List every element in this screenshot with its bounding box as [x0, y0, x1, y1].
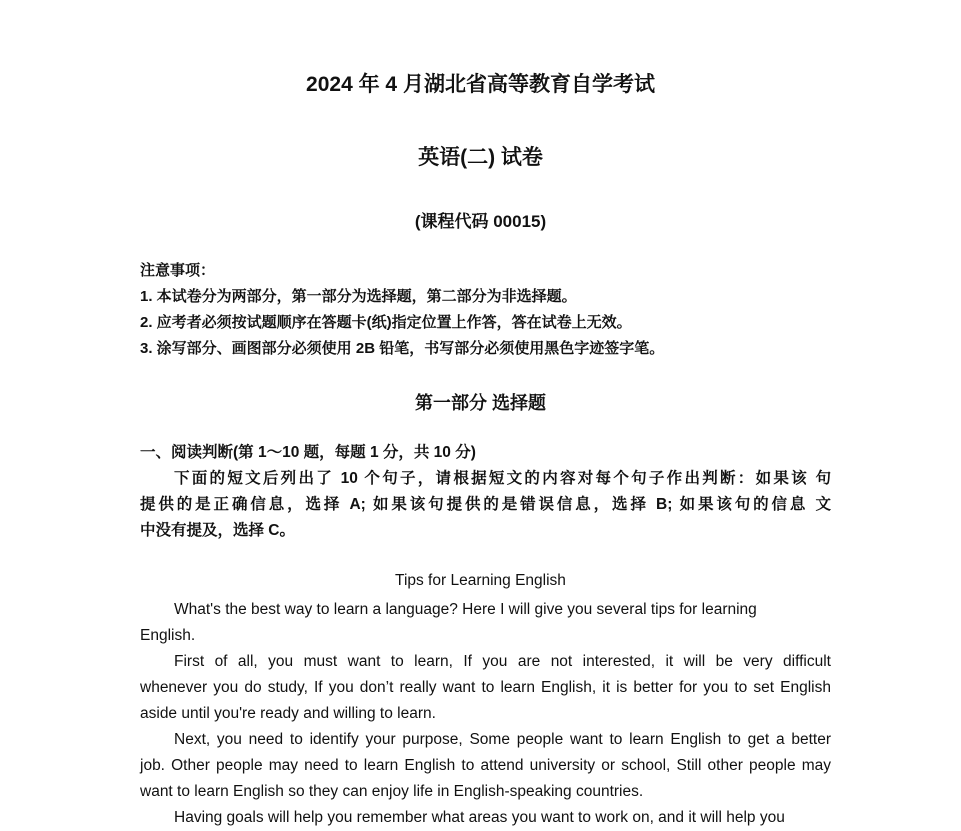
passage-line-1: What's the best way to learn a language? Here I will give you several tips for learning [174, 601, 757, 618]
instruction-line-1: 下面的短文后列出了 10 个句子，请根据短文的内容对每个句子作出判断：如果该 句 [174, 470, 831, 487]
section-heading: 一、阅读判断(第 1～10 题，每题 1 分，共 10 分) [140, 444, 476, 461]
passage-line-8: want to learn English so they can enjoy life in English-speaking countries. [140, 783, 644, 800]
passage-line-3: First of all, you must want to learn, If you are not interested, it will be very difficult [174, 653, 831, 670]
passage-line-5: aside until you're ready and willing to learn. [140, 705, 436, 722]
passage-line-9: Having goals will help you remember what areas you want to work on, and it will help you [174, 809, 785, 826]
notice-heading: 注意事项： [140, 262, 216, 279]
subject-title: 英语(二) 试卷 [418, 146, 543, 169]
notice-item-1: 1. 本试卷分为两部分，第一部分为选择题，第二部分为非选择题。 [140, 288, 577, 305]
passage-line-6: Next, you need to identify your purpose, Some people want to learn English to get a better [174, 731, 831, 748]
instruction-line-3: 中没有提及，选择 C。 [140, 522, 296, 539]
passage-line-2: English. [140, 627, 196, 644]
passage-title: Tips for Learning English [395, 572, 566, 589]
notice-item-2: 2. 应考者必须按试题顺序在答题卡(纸)指定位置上作答，答在试卷上无效。 [140, 314, 632, 331]
course-code: (课程代码 00015) [414, 212, 547, 231]
passage-line-4: whenever you do study, If you don’t really want to learn English, it is better for you to set English [140, 679, 831, 696]
passage-line-7: job. Other people may need to learn English to attend university or school, Still other people may [140, 757, 831, 774]
part1-title: 第一部分 选择题 [414, 393, 546, 413]
exam-title: 2024 年 4 月湖北省高等教育自学考试 [306, 73, 655, 96]
instruction-line-2: 提供的是正确信息，选择 A; 如果该句提供的是错误信息，选择 B; 如果该句的信息 文 [140, 496, 831, 513]
notice-item-3: 3. 涂写部分、画图部分必须使用 2B 铅笔，书写部分必须使用黑色字迹签字笔。 [140, 340, 665, 357]
